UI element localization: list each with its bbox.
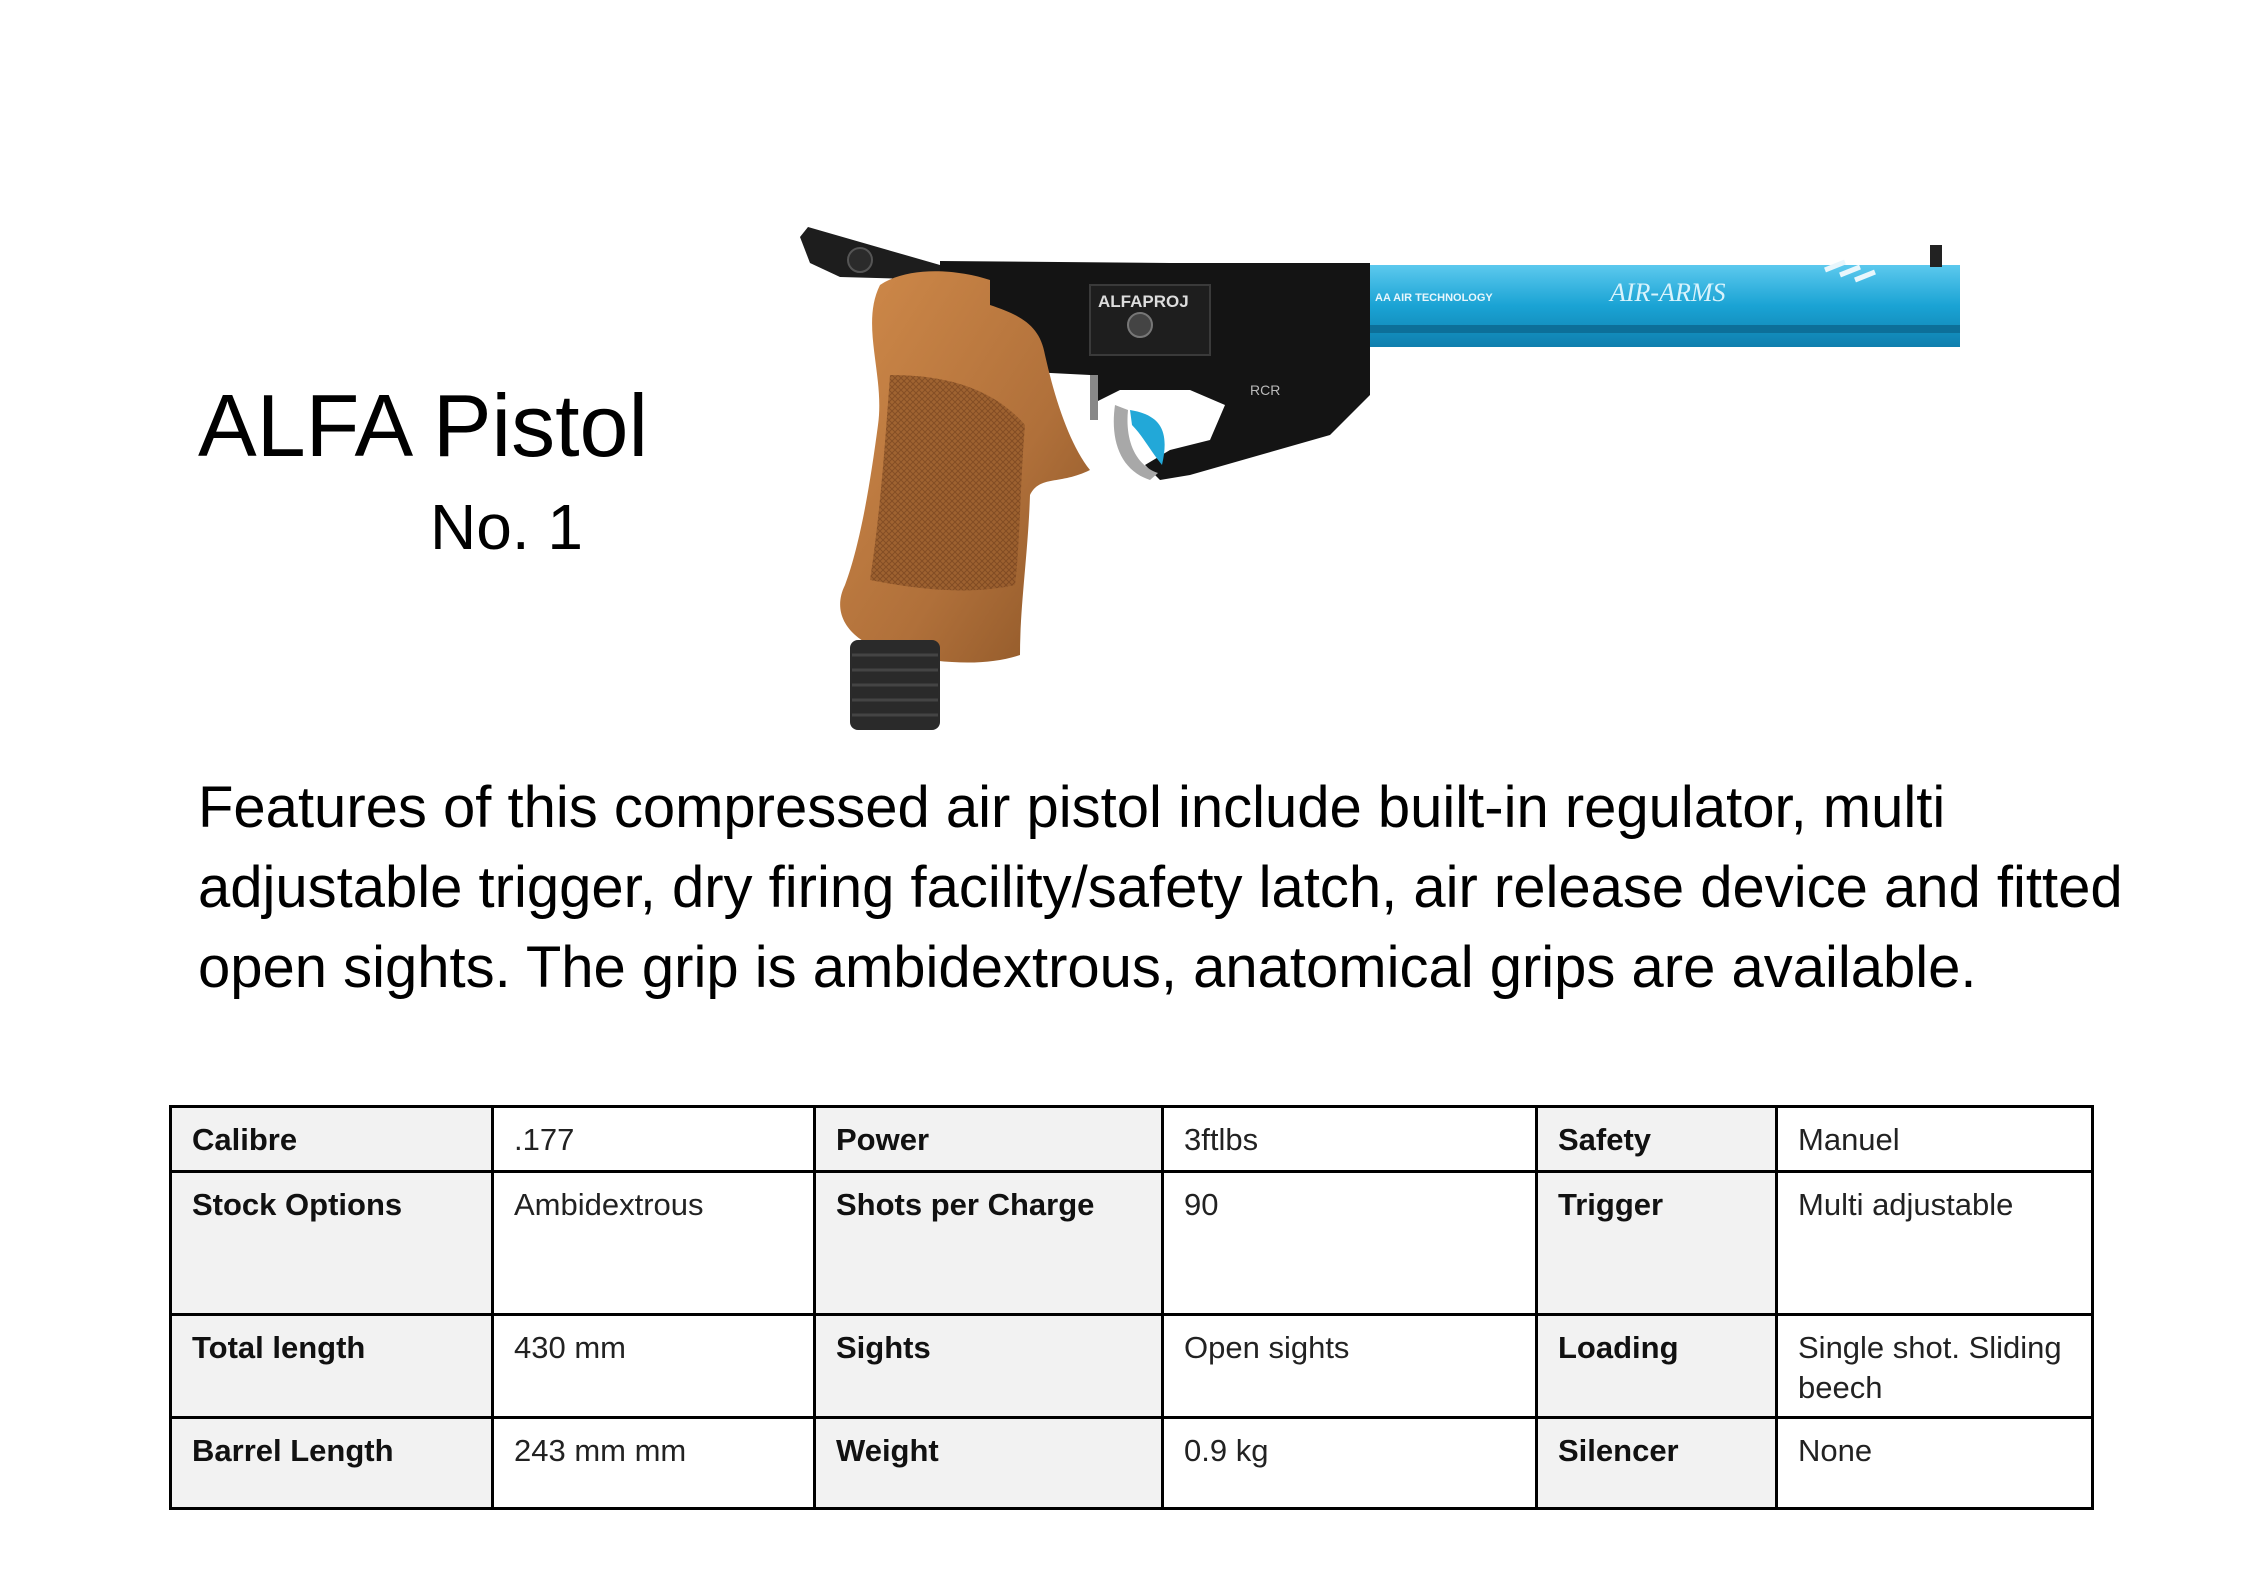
page-subtitle: No. 1	[430, 491, 583, 563]
spec-value: 243 mm mm	[493, 1418, 815, 1509]
pistol-image	[790, 225, 1970, 745]
frame-text: RCR	[1250, 382, 1281, 398]
description-text: Features of this compressed air pistol include built-in regulator, multi adjustable trigger, dry firing facility/safety latch, air release device and fitted open sights. The grip is ambidextrous, anatomical grips are available.	[198, 775, 2123, 1000]
barrel-text: AIR-ARMS	[1610, 278, 1726, 307]
spec-label: Trigger	[1537, 1172, 1777, 1315]
spec-label: Stock Options	[171, 1172, 493, 1315]
spec-value: Manuel	[1777, 1107, 2093, 1172]
table-row	[171, 1107, 2093, 1172]
spec-label: Shots per Charge	[815, 1172, 1163, 1315]
frame-screw	[1128, 313, 1152, 337]
spec-label: Safety	[1537, 1107, 1777, 1172]
side-text: AA AIR TECHNOLOGY	[1375, 292, 1493, 304]
spec-value: .177	[493, 1107, 815, 1172]
grip-checkering	[870, 375, 1025, 590]
table-row	[171, 1418, 2093, 1509]
spec-label: Total length	[171, 1315, 493, 1418]
spec-value: 430 mm	[493, 1315, 815, 1418]
spec-label: Sights	[815, 1315, 1163, 1418]
spec-label: Loading	[1537, 1315, 1777, 1418]
spec-value: Multi adjustable	[1777, 1172, 2093, 1315]
rear-sight-knob	[848, 248, 872, 272]
spec-value: 90	[1163, 1172, 1537, 1315]
spec-value: Open sights	[1163, 1315, 1537, 1418]
spec-table	[169, 1105, 2094, 1510]
spec-value: Ambidextrous	[493, 1172, 815, 1315]
spec-value: Single shot. Sliding beech	[1777, 1315, 2093, 1418]
table-row	[171, 1315, 2093, 1418]
spec-label: Silencer	[1537, 1418, 1777, 1509]
page-title: ALFA Pistol	[198, 376, 649, 475]
spec-label: Power	[815, 1107, 1163, 1172]
spec-label: Barrel Length	[171, 1418, 493, 1509]
pistol-illustration	[790, 225, 1970, 745]
spec-value: 3ftlbs	[1163, 1107, 1537, 1172]
brand-text: ALFAPROJ	[1098, 292, 1189, 311]
spec-value: 0.9 kg	[1163, 1418, 1537, 1509]
spec-label: Calibre	[171, 1107, 493, 1172]
table-row	[171, 1172, 2093, 1315]
spec-value: None	[1777, 1418, 2093, 1509]
spec-label: Weight	[815, 1418, 1163, 1509]
front-sight	[1930, 245, 1942, 267]
